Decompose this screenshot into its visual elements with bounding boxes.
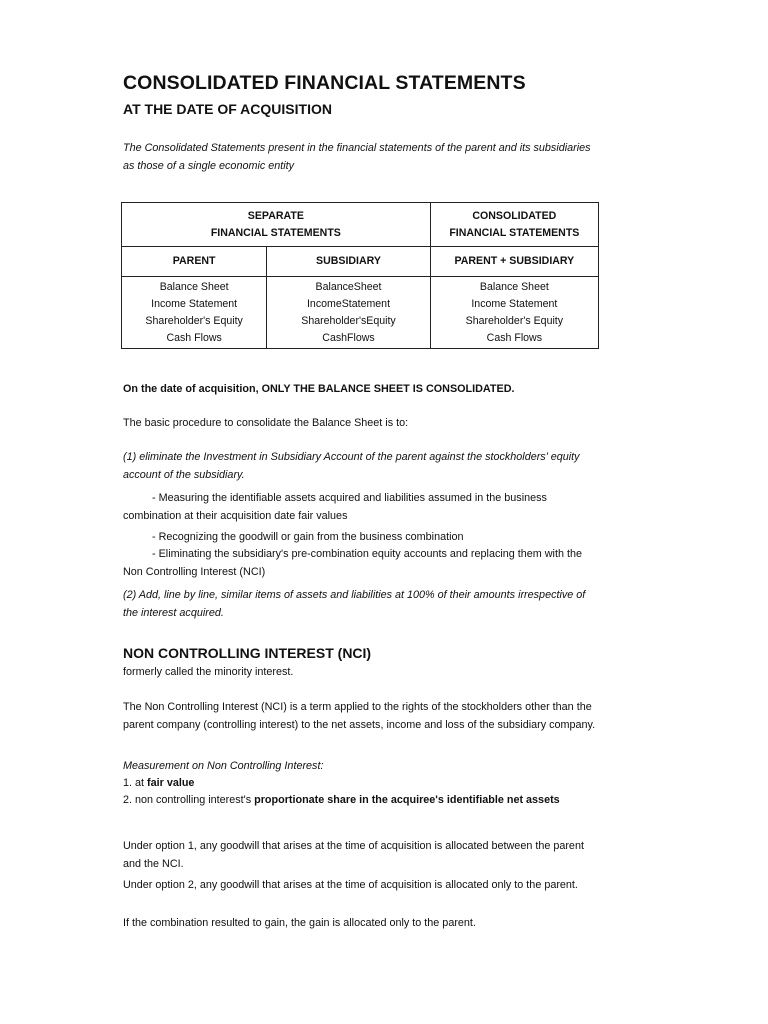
option1-emphasis: fair value xyxy=(147,777,195,789)
separate-header-line2: FINANCIAL STATEMENTS xyxy=(210,226,341,239)
col-header-subsidiary: SUBSIDIARY xyxy=(267,247,430,277)
combined-items-cell xyxy=(430,277,598,349)
list-item: Shareholder's Equity xyxy=(465,314,564,327)
list-item: Income Statement xyxy=(471,297,558,310)
step1-sub1-text: - Measuring the identifiable assets acquired and liabilities assumed in the business combination at their acquisition date fair values xyxy=(123,492,547,522)
list-item: Balance Sheet xyxy=(479,280,549,293)
col-header-parent: PARENT xyxy=(122,247,267,277)
consolidated-header xyxy=(430,203,598,247)
option1-text xyxy=(123,774,603,792)
separate-header-line1: SEPARATE xyxy=(247,209,304,222)
col-header-combined: PARENT + SUBSIDIARY xyxy=(430,247,598,277)
option1-prefix: 1. at xyxy=(123,777,148,789)
list-item: Cash Flows xyxy=(166,331,222,344)
page-title: CONSOLIDATED FINANCIAL STATEMENTS xyxy=(123,72,526,94)
list-item: Balance Sheet xyxy=(159,280,229,293)
nci-formerly-text: formerly called the minority interest. xyxy=(123,666,294,678)
consolidated-header-line1: CONSOLIDATED xyxy=(472,209,557,222)
nci-heading: NON CONTROLLING INTEREST (NCI) xyxy=(123,645,372,661)
parent-items-cell xyxy=(122,277,267,349)
page-subtitle: AT THE DATE OF ACQUISITION xyxy=(123,101,332,117)
list-item: Shareholder's Equity xyxy=(145,314,243,327)
separate-header xyxy=(122,203,431,247)
measurement-heading: Measurement on Non Controlling Interest: xyxy=(123,760,324,772)
nci-definition-text: The Non Controlling Interest (NCI) is a term applied to the rights of the stockholders other than the parent company (controlling interest) to the net assets, income and loss of the subsidiary company. xyxy=(123,701,596,731)
intro-paragraph: The Consolidated Statements present in the financial statements of the parent and its subsidiaries as those of a single economic entity xyxy=(123,142,591,172)
list-item: Shareholder'sEquity xyxy=(301,314,396,327)
step2-text: (2) Add, line by line, similar items of assets and liabilities at 100% of their amounts irrespective of the interest acquired. xyxy=(123,589,586,619)
only-balance-sheet-statement: On the date of acquisition, ONLY THE BALANCE SHEET IS CONSOLIDATED. xyxy=(123,383,515,395)
subsidiary-items-cell xyxy=(267,277,430,349)
list-item: Cash Flows xyxy=(486,331,543,344)
consolidated-header-line2: FINANCIAL STATEMENTS xyxy=(449,226,580,239)
step1-sub3-text: - Eliminating the subsidiary's pre-combination equity accounts and replacing them with the Non Controlling Interest (NCI) xyxy=(123,548,582,578)
option2-text xyxy=(123,791,603,809)
basic-procedure-text: The basic procedure to consolidate the Balance Sheet is to: xyxy=(123,417,409,429)
list-item: Income Statement xyxy=(151,297,238,310)
step1-sub2-text: - Recognizing the goodwill or gain from the business combination xyxy=(152,531,464,543)
option2-emphasis: proportionate share in the acquiree's identifiable net assets xyxy=(254,794,560,806)
step1-text: (1) eliminate the Investment in Subsidiary Account of the parent against the stockholders' equity account of the subsidiary. xyxy=(123,451,580,481)
gain-text: If the combination resulted to gain, the gain is allocated only to the parent. xyxy=(123,917,476,929)
option2-prefix: 2. non controlling interest's xyxy=(123,794,255,806)
financial-statements-table xyxy=(121,202,599,349)
under-option2-text: Under option 2, any goodwill that arises at the time of acquisition is allocated only to the parent. xyxy=(123,879,578,891)
list-item: BalanceSheet xyxy=(315,280,382,293)
under-option1-text: Under option 1, any goodwill that arises at the time of acquisition is allocated between the parent and the NCI. xyxy=(123,840,584,870)
list-item: CashFlows xyxy=(322,331,375,344)
list-item: IncomeStatement xyxy=(306,297,391,310)
